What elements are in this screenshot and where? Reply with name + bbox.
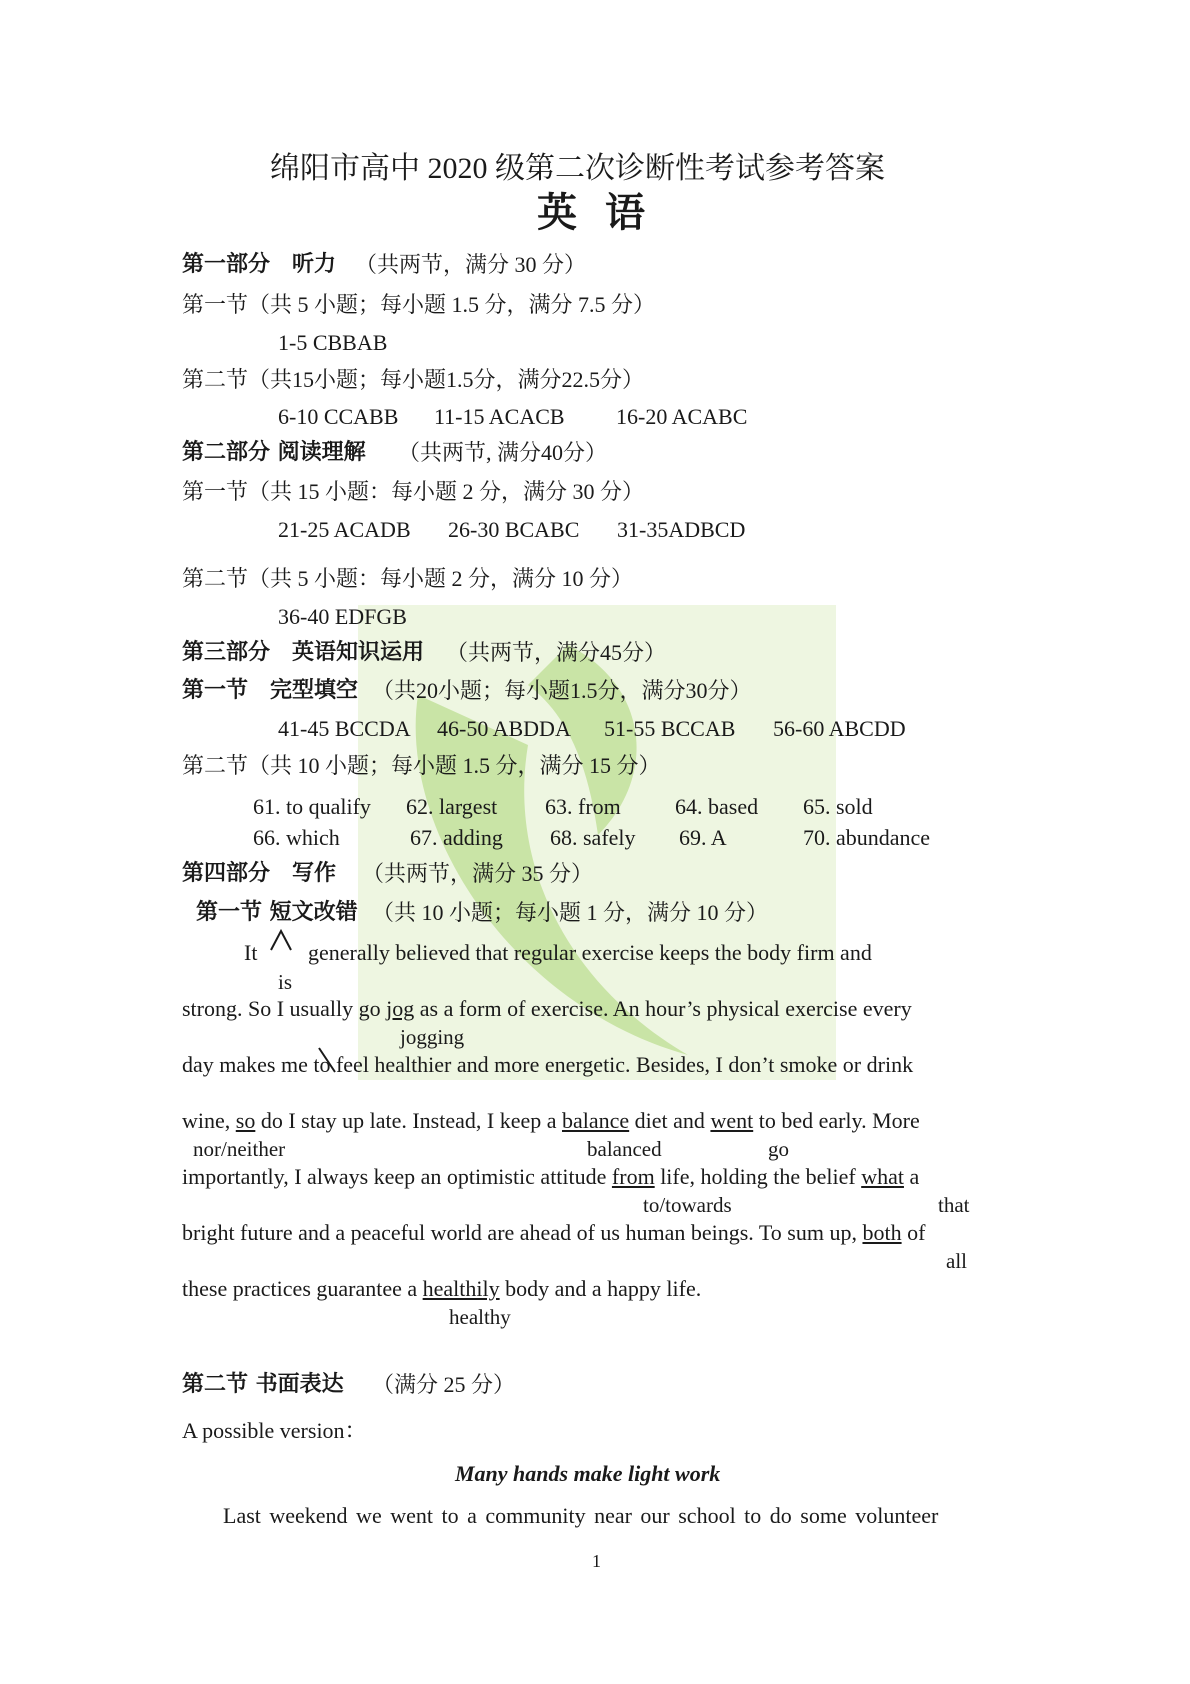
correction: is	[278, 970, 293, 994]
passage-text: of	[901, 1220, 926, 1245]
correction: to/towards	[643, 1193, 732, 1217]
error-word: jog	[386, 996, 415, 1021]
passage-text: wine,	[182, 1108, 236, 1133]
part1-s1-answers: 1-5 CBBAB	[278, 330, 388, 355]
part4-s2-heading: 第二节 书面表达	[182, 1372, 344, 1397]
insert-caret-mark	[268, 928, 294, 952]
passage-text: diet and	[629, 1108, 711, 1133]
part3-s2-heading: 第二节（共 10 小题；每小题 1.5 分，满分 15 分）	[182, 753, 661, 778]
passage-text: body and a happy life.	[499, 1276, 702, 1301]
part1-s2-answer: 11-15 ACACB	[434, 404, 565, 429]
passage-text: as a form of exercise. An hour’s physical exercise every	[414, 996, 912, 1021]
part2-s1-heading: 第一节（共 15 小题：每小题 2 分，满分 30 分）	[182, 479, 645, 504]
grammar-answer: 68. safely	[550, 825, 636, 850]
part3-s1-answer: 41-45 BCCDA	[278, 716, 411, 741]
part2-heading-detail: （共两节, 满分40分）	[398, 440, 608, 465]
passage-line	[182, 1220, 925, 1246]
part1-s1-heading: 第一节（共 5 小题；每小题 1.5 分，满分 7.5 分）	[182, 292, 656, 317]
grammar-answer: 61. to qualify	[253, 794, 371, 819]
error-word: from	[611, 1164, 655, 1189]
part2-s2-heading: 第二节（共 5 小题：每小题 2 分，满分 10 分）	[182, 566, 634, 591]
part1-s2-heading: 第二节（共15小题；每小题1.5分，满分22.5分）	[182, 367, 645, 392]
part3-s1-answer: 51-55 BCCAB	[604, 716, 736, 741]
error-word: went	[710, 1108, 754, 1133]
passage-line	[182, 1164, 919, 1190]
part1-s2-answer: 16-20 ACABC	[616, 404, 748, 429]
error-word: balance	[562, 1108, 630, 1133]
part2-s1-answer: 31-35ADBCD	[617, 517, 746, 542]
correction: balanced	[587, 1137, 662, 1161]
passage-line	[182, 1276, 701, 1302]
part3-heading-detail: （共两节，满分45分）	[446, 640, 667, 665]
part4-heading: 第四部分 写作	[182, 861, 337, 886]
grammar-answer: 63. from	[545, 794, 621, 819]
grammar-answer: 70. abundance	[803, 825, 931, 850]
error-word: what	[861, 1164, 904, 1189]
grammar-answer: 67. adding	[410, 825, 503, 850]
grammar-answer: 66. which	[253, 825, 340, 850]
part3-heading: 第三部分 英语知识运用	[182, 640, 425, 665]
grammar-answer: 64. based	[675, 794, 759, 819]
part1-heading-detail: （共两节，满分 30 分）	[355, 252, 587, 277]
part2-s1-answer: 21-25 ACADB	[278, 517, 411, 542]
part3-s1-heading: 第一节 完型填空	[182, 678, 359, 703]
passage-text: It	[244, 940, 258, 965]
part4-s1-heading: 第一节 短文改错	[196, 900, 358, 925]
essay-title: Many hands make light work	[455, 1461, 721, 1486]
correction: go	[768, 1137, 789, 1161]
part1-heading: 第一部分 听力	[182, 252, 337, 277]
passage-text: these practices guarantee a	[182, 1276, 423, 1301]
grammar-answer: 65. sold	[803, 794, 873, 819]
passage-text: a	[903, 1164, 920, 1189]
correction: jogging	[400, 1025, 465, 1049]
part2-s1-answer: 26-30 BCABC	[448, 517, 580, 542]
grammar-answer: 69. A	[679, 825, 727, 850]
passage-text: importantly, I always keep an optimistic attitude	[182, 1164, 612, 1189]
part2-heading: 第二部分 阅读理解	[182, 440, 366, 465]
part3-s1-answer: 56-60 ABCDD	[773, 716, 906, 741]
correction: all	[946, 1249, 967, 1273]
part2-s2-answers: 36-40 EDFGB	[278, 604, 407, 629]
passage-text: to bed early. More	[753, 1108, 920, 1133]
grammar-answer: 62. largest	[406, 794, 498, 819]
correction: that	[938, 1193, 970, 1217]
correction: healthy	[449, 1305, 511, 1329]
correction: nor/neither	[193, 1137, 286, 1161]
page-number: 1	[592, 1551, 601, 1571]
part3-s1-heading-detail: （共20小题；每小题1.5分，满分30分）	[372, 678, 752, 703]
subject-title: 英语	[537, 190, 673, 236]
version-label: A possible version：	[182, 1418, 367, 1443]
part4-heading-detail: （共两节，满分 35 分）	[362, 861, 594, 886]
passage-text: life, holding the belief	[654, 1164, 862, 1189]
delete-slash-mark	[316, 1046, 338, 1074]
part4-s1-heading-detail: （共 10 小题；每小题 1 分，满分 10 分）	[372, 900, 769, 925]
page-title: 绵阳市高中 2020 级第二次诊断性考试参考答案	[270, 152, 885, 185]
passage-text: generally believed that regular exercise keeps the body firm and	[308, 940, 872, 965]
passage-text: bright future and a peaceful world are ahead of us human beings. To sum up,	[182, 1220, 863, 1245]
passage-line	[182, 1108, 920, 1134]
error-word: so	[235, 1108, 256, 1133]
passage-text: day makes me to feel healthier and more energetic. Besides, I don’t smoke or drink	[182, 1052, 914, 1077]
essay-text: Last weekend we went to a community near our school to do some volunteer	[223, 1503, 939, 1528]
passage-line	[182, 996, 912, 1022]
error-word: healthily	[422, 1276, 500, 1301]
part4-s2-heading-detail: （满分 25 分）	[372, 1372, 516, 1397]
part1-s2-answer: 6-10 CCABB	[278, 404, 399, 429]
part3-s1-answer: 46-50 ABDDA	[437, 716, 571, 741]
passage-text: do I stay up late. Instead, I keep a	[255, 1108, 562, 1133]
error-word: both	[862, 1220, 902, 1245]
passage-text: strong. So I usually go	[182, 996, 387, 1021]
